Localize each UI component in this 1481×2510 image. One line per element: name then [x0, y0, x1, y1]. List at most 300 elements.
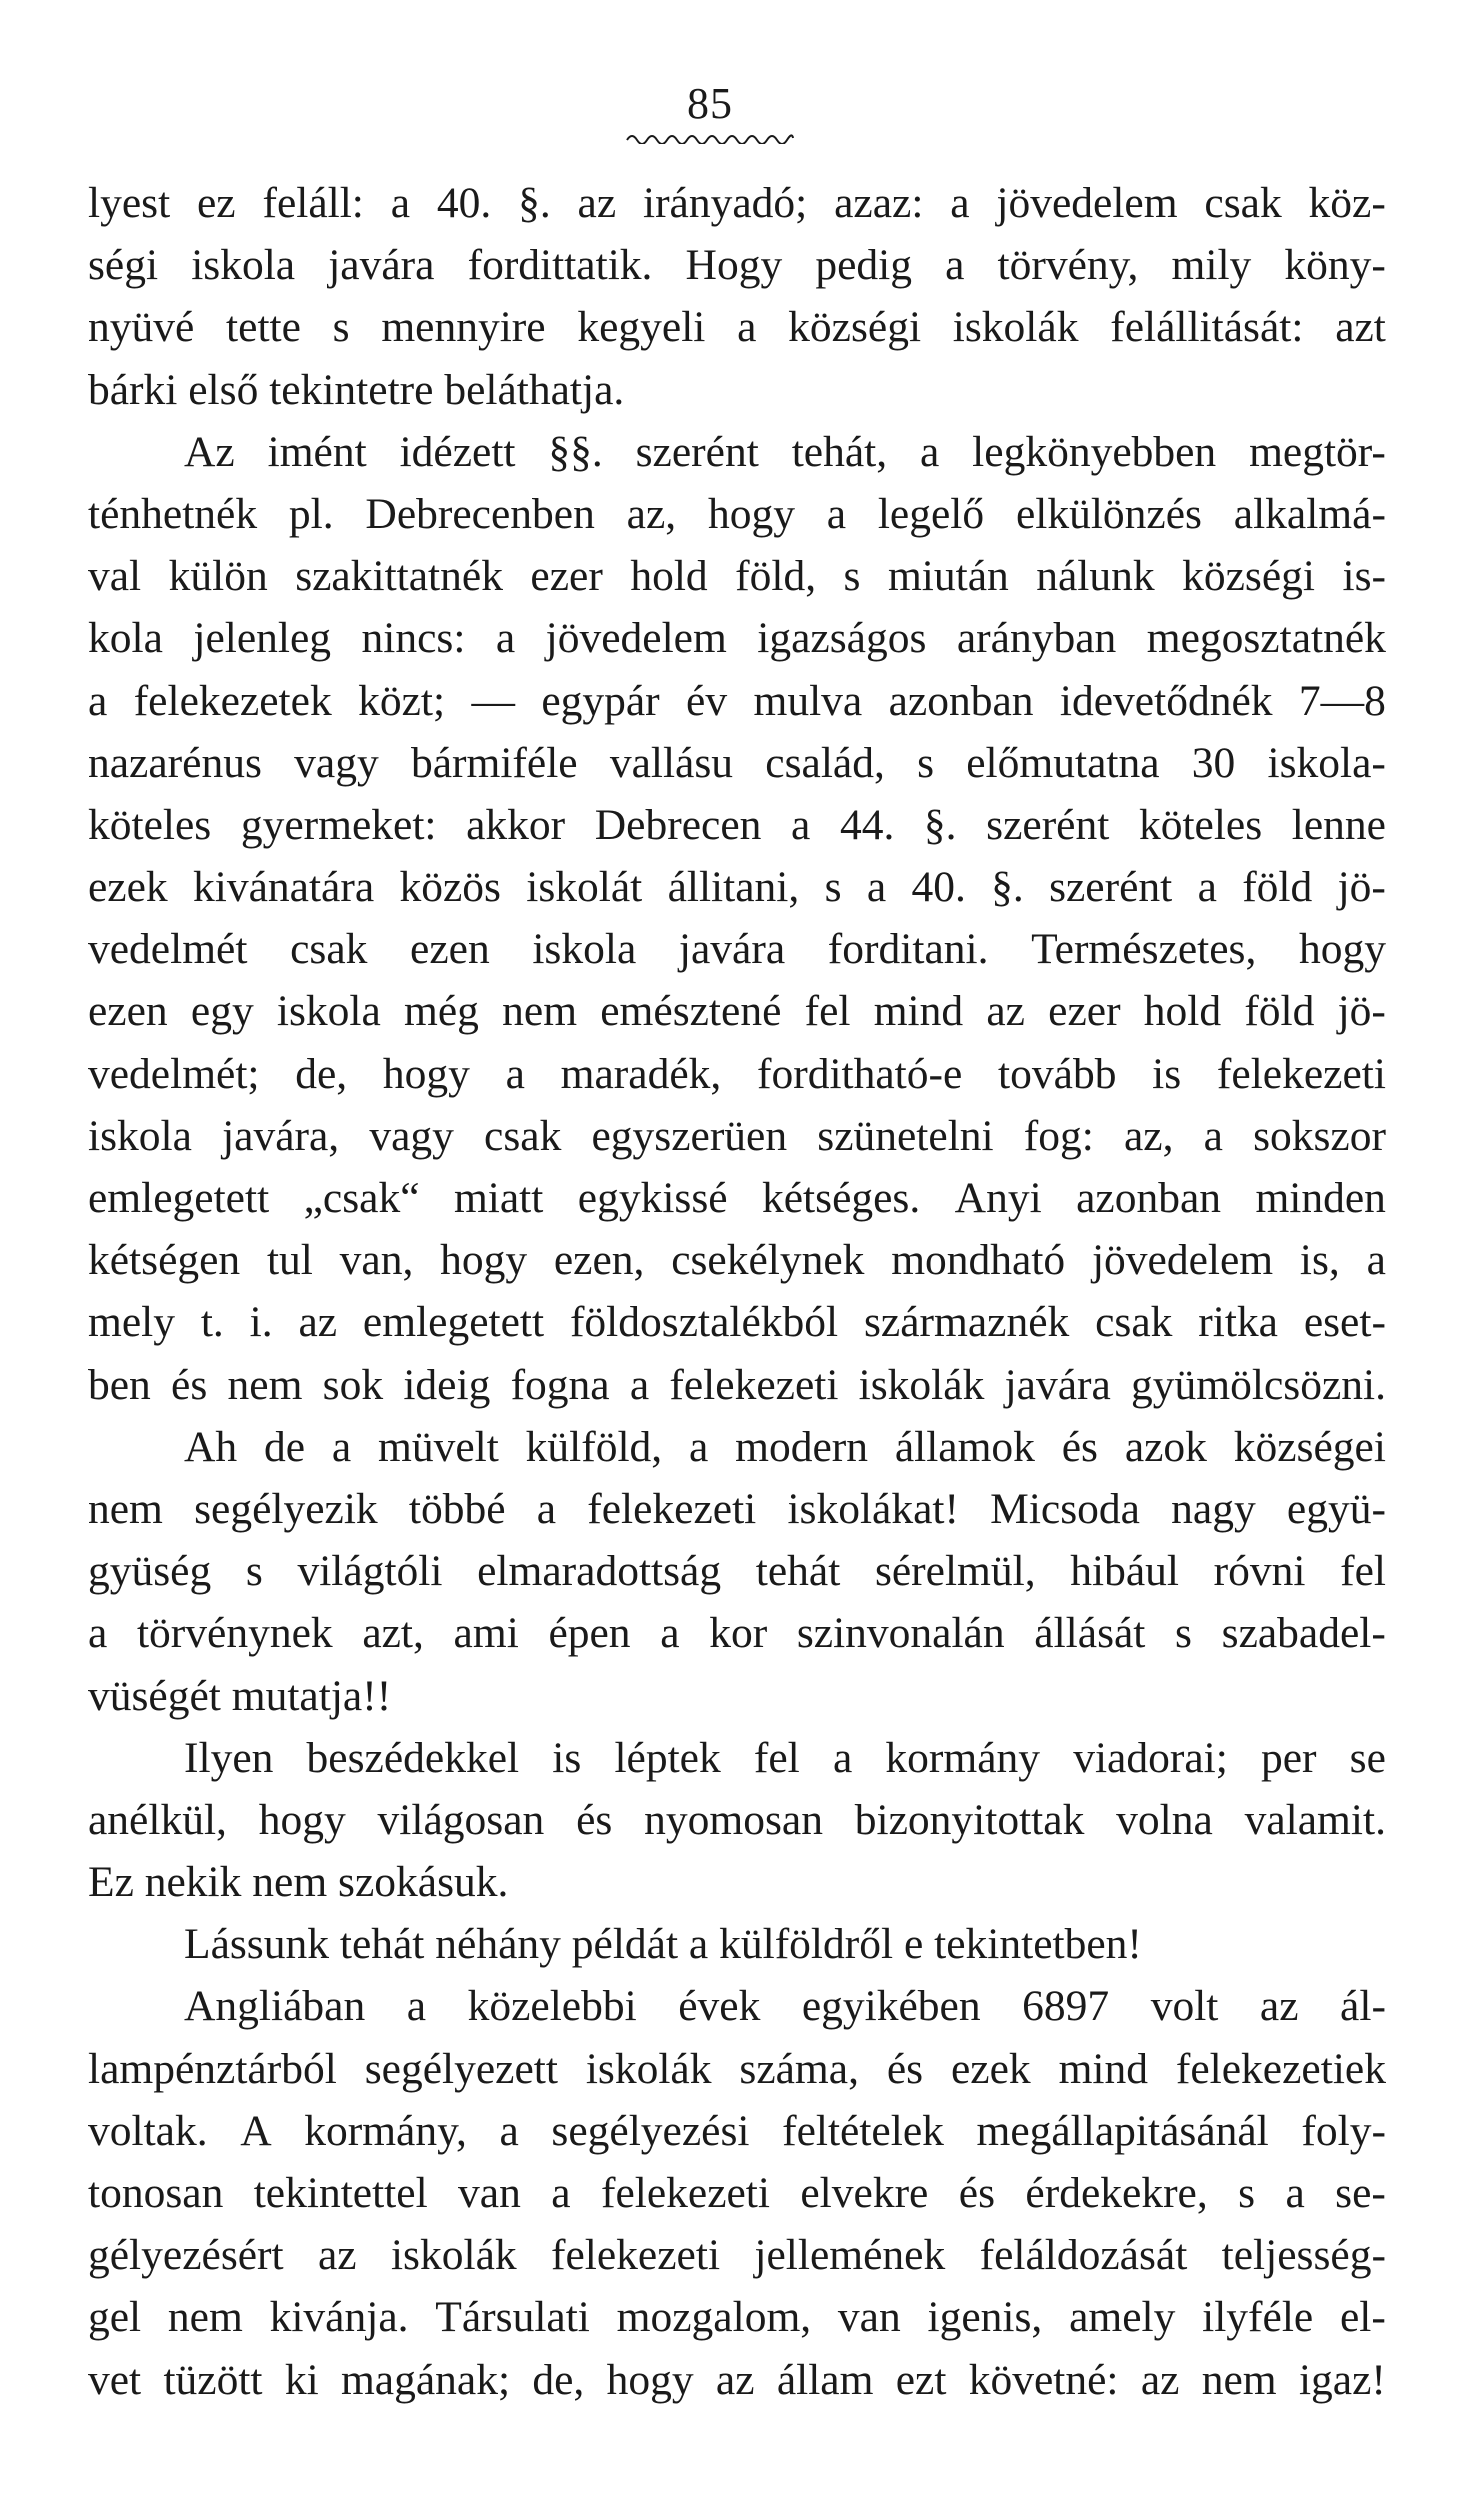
word: Debrecen: [594, 800, 762, 849]
word: val: [88, 552, 142, 601]
word: szerént: [635, 427, 759, 476]
word: ezek: [88, 863, 168, 912]
word: jövedelem: [1091, 1236, 1274, 1285]
word: a: [536, 1484, 557, 1533]
word: hogy: [382, 1049, 470, 1098]
word: iskolák: [858, 1360, 985, 1409]
word: segélyezett: [364, 2044, 558, 2093]
word: mely: [88, 1298, 175, 1347]
word: szünetelni: [817, 1111, 994, 1160]
word: tonosan: [88, 2169, 224, 2217]
text-line: [88, 856, 1386, 918]
word: felekezeti: [669, 1360, 839, 1409]
word: az: [577, 179, 617, 227]
word: eset-: [1303, 1298, 1386, 1347]
word: iskolák: [952, 303, 1079, 352]
text-line: [88, 172, 1386, 234]
word: tette: [226, 303, 301, 352]
word: miatt: [453, 1174, 544, 1222]
word: fordittatik.: [467, 241, 653, 290]
word: a: [551, 2169, 571, 2217]
word: Ah: [184, 1422, 238, 1471]
word: szabadel-: [1221, 1609, 1386, 1658]
word: ál-: [1340, 1982, 1386, 2031]
word: iskola-: [1267, 738, 1386, 787]
word: föld,: [735, 552, 817, 601]
text-line: [88, 483, 1386, 545]
word: lampénztárból: [88, 2044, 337, 2093]
word: azonban: [888, 676, 1034, 725]
word: igazságos: [757, 614, 927, 663]
word: foly-: [1301, 2106, 1386, 2155]
word: közelebbi: [467, 1982, 637, 2031]
text-line: [88, 1851, 1386, 1913]
word: a: [688, 1422, 709, 1471]
word: nyüvé: [88, 303, 195, 352]
word: emlegetett: [362, 1298, 545, 1347]
word: csak: [1095, 1298, 1173, 1347]
word: Hogy: [685, 241, 783, 290]
word: mily: [1171, 241, 1252, 290]
text-line: [88, 421, 1386, 483]
word: tüzött: [163, 2355, 263, 2404]
word: §.: [923, 800, 957, 849]
word: a: [826, 489, 847, 538]
word: A: [240, 2106, 272, 2155]
word: nem: [502, 987, 578, 1036]
word: azt: [1335, 303, 1386, 352]
word: Debrecenben: [365, 489, 595, 538]
word: még: [404, 987, 479, 1036]
word: iskola: [532, 925, 637, 974]
word: ténhetnék: [88, 489, 258, 538]
text-line: [88, 1229, 1386, 1291]
word: hibául: [1070, 1547, 1179, 1596]
text-line: [88, 1291, 1386, 1353]
word: kétségen: [88, 1236, 241, 1285]
word: ezek: [950, 2044, 1031, 2093]
word: a: [791, 800, 811, 849]
text-line: [88, 1602, 1386, 1664]
word: el-: [1340, 2293, 1386, 2342]
word: kola: [88, 614, 163, 663]
word: állam: [776, 2355, 874, 2404]
word: ritka: [1198, 1298, 1278, 1347]
word: igaz!: [1298, 2355, 1386, 2404]
word: felekezeti: [587, 1484, 757, 1533]
word: nyomosan: [644, 1795, 823, 1844]
word: csak: [1204, 179, 1282, 227]
word: a: [950, 179, 970, 227]
word: külföld,: [525, 1422, 663, 1471]
word: igenis,: [927, 2293, 1043, 2342]
word: száma,: [739, 2044, 859, 2093]
word: mind: [1058, 2044, 1148, 2093]
word: községi: [788, 303, 922, 352]
text-line: [88, 296, 1386, 358]
word: hold: [630, 552, 708, 601]
word: nem: [88, 1484, 163, 1533]
word: iskola: [88, 1111, 192, 1160]
word: mozgalom,: [616, 2293, 812, 2342]
text-line: [88, 607, 1386, 669]
word: tul: [266, 1236, 313, 1285]
text-line: [88, 1913, 1386, 1975]
word: föld: [1242, 863, 1313, 912]
word: ségi: [88, 241, 159, 290]
text-line: [88, 234, 1386, 296]
word: az: [298, 1298, 338, 1347]
word: s: [245, 1547, 263, 1596]
word: földosztalékból: [569, 1298, 839, 1347]
word: a: [866, 863, 887, 912]
word: vagy: [369, 1111, 454, 1160]
word: pedig: [815, 241, 912, 290]
page-number: 85: [687, 79, 733, 128]
text-line: [88, 2224, 1386, 2286]
word: iskolák: [390, 2231, 517, 2280]
word: csak: [484, 1111, 562, 1160]
word: gyümölcsözni.: [1131, 1360, 1386, 1409]
word: hogy: [258, 1795, 346, 1844]
word: épen: [548, 1609, 631, 1658]
word: mulva: [753, 676, 863, 725]
word: elmaradottság: [477, 1547, 722, 1596]
word: jelenleg: [193, 614, 332, 663]
word: 7—8: [1298, 676, 1386, 725]
word: megállapitásánál: [976, 2106, 1269, 2155]
word: és: [958, 2169, 996, 2217]
word: jövedelem: [545, 614, 727, 663]
word: is-: [1342, 552, 1386, 601]
word: kegyeli: [577, 303, 706, 352]
word: 6897: [1022, 1982, 1110, 2031]
word: iskolák: [585, 2044, 712, 2093]
word: akkor: [466, 800, 566, 849]
word: van: [837, 2293, 901, 2342]
word: se-: [1335, 2169, 1386, 2217]
word: sok: [322, 1360, 384, 1409]
word: a: [88, 1609, 108, 1658]
word: 40.: [911, 863, 966, 912]
word: se: [1349, 1733, 1386, 1782]
word: teljesség-: [1221, 2231, 1386, 2280]
word: csak: [290, 925, 368, 974]
word: s: [332, 303, 350, 352]
word: többé: [408, 1484, 506, 1533]
word: segélyezési: [551, 2106, 750, 2155]
word: egykissé: [577, 1174, 728, 1222]
word: s: [917, 738, 935, 787]
word: és: [171, 1360, 208, 1409]
line-text: vüségét mutatja!!: [88, 1671, 392, 1720]
text-line: [88, 545, 1386, 607]
word: az: [715, 2355, 755, 2404]
word: §§.: [548, 427, 603, 476]
text-line: [88, 670, 1386, 732]
word: fel: [1340, 1547, 1386, 1596]
word: elvekre: [800, 2169, 929, 2217]
text-line: [88, 2286, 1386, 2348]
word: állását: [1034, 1609, 1146, 1658]
word: ezen: [88, 987, 168, 1036]
word: az: [1140, 2355, 1180, 2404]
text-line: [88, 1105, 1386, 1167]
word: sokszor: [1253, 1111, 1386, 1160]
word: ami: [453, 1609, 519, 1658]
word: szerént: [1049, 863, 1173, 912]
word: lenne: [1291, 800, 1386, 849]
word: róvni: [1213, 1547, 1306, 1596]
word: emlegetett: [88, 1174, 270, 1222]
text-line: [88, 1665, 1386, 1727]
word: gyüség: [88, 1547, 212, 1596]
word: Az: [184, 427, 235, 476]
word: vagy: [294, 738, 379, 787]
word: nálunk: [1036, 552, 1155, 601]
word: müvelt: [377, 1422, 499, 1471]
text-line: [88, 1354, 1386, 1416]
text-line: [88, 1043, 1386, 1105]
word: fel: [804, 987, 851, 1036]
word: fel: [753, 1733, 800, 1782]
word: a: [1285, 2169, 1305, 2217]
word: tekintettel: [253, 2169, 428, 2217]
word: évek: [678, 1982, 761, 2031]
word: a: [499, 2106, 519, 2155]
word: községi: [1182, 552, 1316, 601]
word: világtóli: [297, 1547, 443, 1596]
word: amely: [1069, 2293, 1176, 2342]
word: év: [686, 676, 728, 725]
word: megtör-: [1249, 427, 1386, 476]
word: elkülönzés: [1015, 489, 1202, 538]
word: forditható-e: [756, 1049, 963, 1098]
line-text: bárki első tekintetre beláthatja.: [88, 365, 625, 414]
word: irányadó;: [642, 179, 808, 227]
word: anélkül,: [88, 1795, 227, 1844]
word: mondható: [891, 1236, 1066, 1285]
word: család,: [765, 738, 885, 787]
word: egyikében: [801, 1982, 981, 2031]
word: sérelmül,: [874, 1547, 1036, 1596]
word: nem: [1201, 2355, 1277, 2404]
word: vallásu: [609, 738, 734, 787]
text-line: [88, 980, 1386, 1042]
word: fog:: [1023, 1111, 1094, 1160]
word: nem: [227, 1360, 303, 1409]
text-line: [88, 1727, 1386, 1789]
word: gyermeket:: [240, 800, 437, 849]
word: legelő: [877, 489, 985, 538]
word: egypár: [541, 676, 660, 725]
word: követné:: [968, 2355, 1119, 2404]
word: javára: [328, 241, 435, 290]
word: közt;: [358, 676, 446, 725]
word: lyest: [88, 179, 171, 227]
word: felállitását:: [1110, 303, 1304, 352]
word: hogy: [606, 2355, 694, 2404]
word: Ilyen: [184, 1733, 274, 1782]
word: is,: [1299, 1236, 1340, 1285]
word: is: [552, 1733, 582, 1782]
word: vedelmét: [88, 925, 248, 974]
text-line: [88, 2162, 1386, 2224]
word: felekezeti: [1216, 1049, 1386, 1098]
word: hogy: [1298, 925, 1386, 974]
word: feltételek: [782, 2106, 944, 2155]
word: s: [824, 863, 842, 912]
word: felekezeti: [551, 2231, 721, 2280]
text-line: [88, 2038, 1386, 2100]
word: s: [843, 552, 861, 601]
word: tehát: [755, 1547, 841, 1596]
word: közös: [399, 863, 501, 912]
word: iskolát: [526, 863, 643, 912]
word: a: [1197, 863, 1217, 912]
word: fogna: [510, 1360, 610, 1409]
word: jellemének: [754, 2231, 946, 2280]
word: bármiféle: [410, 738, 578, 787]
word: a: [945, 241, 965, 290]
word: 44.: [839, 800, 895, 849]
word: vet: [88, 2355, 142, 2404]
word: a: [832, 1733, 853, 1782]
word: felekezetiek: [1175, 2044, 1386, 2093]
text-line: [88, 794, 1386, 856]
word: §.: [518, 179, 551, 227]
word: és: [576, 1795, 613, 1844]
word: ezt: [895, 2355, 947, 2404]
word: mind: [873, 987, 964, 1036]
word: a: [505, 1049, 525, 1098]
word: nem: [167, 2293, 243, 2342]
word: feláldozását: [979, 2231, 1188, 2280]
word: de,: [532, 2355, 585, 2404]
word: a: [1203, 1111, 1223, 1160]
word: külön: [168, 552, 268, 601]
word: pl.: [288, 489, 334, 538]
word: gélyezésért: [88, 2231, 284, 2280]
word: szakittatnék: [295, 552, 503, 601]
word: kor: [709, 1609, 768, 1658]
text-line: [88, 1478, 1386, 1540]
word: azonban: [1076, 1174, 1222, 1222]
word: a: [406, 1982, 427, 2031]
word: magának;: [340, 2355, 511, 2404]
word: Társulati: [435, 2293, 590, 2342]
word: köz-: [1308, 179, 1386, 227]
word: a: [629, 1360, 650, 1409]
text-line: [88, 732, 1386, 794]
word: kivánja.: [269, 2293, 409, 2342]
text-line: [88, 1789, 1386, 1851]
word: „csak“: [303, 1174, 420, 1222]
word: felekezetek: [133, 676, 332, 725]
word: de: [263, 1422, 306, 1471]
word: voltak.: [88, 2106, 208, 2155]
word: községei: [1233, 1422, 1386, 1471]
word: és: [886, 2044, 924, 2093]
wavy-rule-ornament: [625, 130, 795, 144]
word: vedelmét;: [88, 1049, 260, 1098]
word: i.: [249, 1298, 273, 1347]
word: származnék: [863, 1298, 1070, 1347]
word: hold: [1143, 987, 1222, 1036]
word: törvény,: [997, 241, 1139, 290]
word: azt,: [362, 1609, 424, 1658]
word: léptek: [614, 1733, 721, 1782]
word: ilyféle: [1202, 2293, 1314, 2342]
word: és: [1061, 1422, 1098, 1471]
word: imént: [267, 427, 367, 476]
word: az: [986, 987, 1025, 1036]
word: s: [1175, 1609, 1192, 1658]
line-text: Lássunk tehát néhány példát a külföldről e tekintetben!: [184, 1920, 1142, 1969]
word: a: [88, 676, 108, 725]
word: jövedelem: [996, 179, 1178, 227]
word: segélyezik: [194, 1484, 378, 1533]
word: t.: [200, 1298, 224, 1347]
word: jö-: [1337, 987, 1386, 1036]
word: tehát,: [791, 427, 888, 476]
word: forditani.: [827, 925, 989, 974]
word: iskola: [276, 987, 381, 1036]
word: a: [660, 1609, 680, 1658]
word: bizonyitottak: [854, 1795, 1085, 1844]
word: ben: [88, 1360, 151, 1409]
word: együ-: [1286, 1484, 1386, 1533]
word: szinvonalán: [796, 1609, 1005, 1658]
word: emésztené: [600, 987, 782, 1036]
word: a: [331, 1422, 352, 1471]
word: állitani,: [667, 863, 800, 912]
word: miután: [887, 552, 1009, 601]
word: megosztatnék: [1146, 614, 1386, 663]
word: kétséges.: [762, 1174, 921, 1222]
word: hogy: [440, 1236, 528, 1285]
word: gel: [88, 2293, 142, 2342]
word: Micsoda: [990, 1484, 1140, 1533]
word: a: [919, 427, 940, 476]
word: tovább: [998, 1049, 1117, 1098]
word: 40.: [436, 179, 492, 227]
word: az,: [626, 489, 677, 538]
word: s: [1238, 2169, 1256, 2217]
word: felekezeti: [600, 2169, 770, 2217]
word: idevetődnék: [1059, 676, 1273, 725]
word: feláll:: [262, 179, 364, 227]
word: volna: [1116, 1795, 1213, 1844]
word: azok: [1124, 1422, 1207, 1471]
word: az: [317, 2231, 357, 2280]
word: nincs:: [361, 614, 466, 663]
word: Természetes,: [1031, 925, 1257, 974]
word: iskolákat!: [787, 1484, 959, 1533]
word: a: [737, 303, 757, 352]
word: köny-: [1284, 241, 1386, 290]
word: modern: [735, 1422, 868, 1471]
word: jö-: [1337, 863, 1386, 912]
text-line: [88, 1975, 1386, 2037]
word: mennyire: [381, 303, 546, 352]
word: valamit.: [1244, 1795, 1386, 1844]
word: ki: [284, 2355, 319, 2404]
word: iskola: [191, 241, 296, 290]
word: viadorai;: [1073, 1733, 1228, 1782]
word: szerént: [986, 800, 1110, 849]
word: javára: [678, 925, 786, 974]
